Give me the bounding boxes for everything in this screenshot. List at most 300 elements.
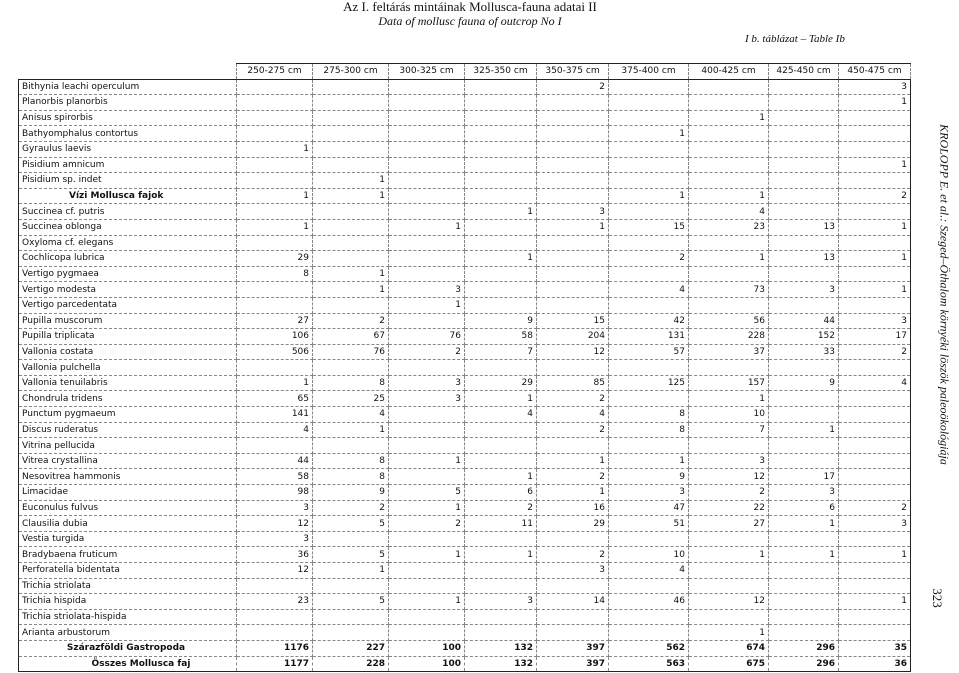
count-cell bbox=[237, 360, 313, 376]
count-cell: 23 bbox=[689, 219, 769, 235]
count-cell bbox=[237, 204, 313, 220]
count-cell: 3 bbox=[689, 453, 769, 469]
count-cell bbox=[465, 625, 537, 641]
count-cell bbox=[689, 235, 769, 251]
table-row bbox=[19, 640, 911, 656]
count-cell: 4 bbox=[689, 204, 769, 220]
count-cell: 1 bbox=[839, 251, 911, 267]
count-cell: 7 bbox=[465, 344, 537, 360]
count-cell: 1 bbox=[465, 251, 537, 267]
table-row bbox=[19, 79, 911, 95]
count-cell bbox=[237, 438, 313, 454]
count-cell: 131 bbox=[609, 329, 689, 345]
count-cell: 3 bbox=[609, 485, 689, 501]
table-row bbox=[19, 173, 911, 189]
table-row bbox=[19, 313, 911, 329]
running-head-text: KROLOPP E. et al.: Szeged–Öthalom környéki löszök paleoökológiája bbox=[937, 124, 952, 465]
species-name: Trichia striolata-hispida bbox=[19, 609, 237, 625]
count-cell: 1 bbox=[313, 422, 389, 438]
count-cell bbox=[769, 235, 839, 251]
count-cell bbox=[689, 95, 769, 111]
count-cell: 4 bbox=[609, 563, 689, 579]
count-cell: 3 bbox=[237, 531, 313, 547]
count-cell bbox=[389, 126, 465, 142]
count-cell bbox=[237, 157, 313, 173]
count-cell bbox=[237, 282, 313, 298]
count-cell: 36 bbox=[237, 547, 313, 563]
table-title-block bbox=[250, 0, 690, 29]
count-cell bbox=[769, 578, 839, 594]
count-cell: 3 bbox=[537, 563, 609, 579]
count-cell bbox=[313, 609, 389, 625]
count-cell bbox=[313, 438, 389, 454]
table-row bbox=[19, 235, 911, 251]
count-cell: 2 bbox=[537, 79, 609, 95]
table-row bbox=[19, 110, 911, 126]
count-cell bbox=[839, 469, 911, 485]
species-name: Vitrina pellucida bbox=[19, 438, 237, 454]
count-cell bbox=[839, 625, 911, 641]
count-cell bbox=[465, 297, 537, 313]
count-cell: 2 bbox=[389, 516, 465, 532]
count-cell: 13 bbox=[769, 219, 839, 235]
table-row bbox=[19, 282, 911, 298]
count-cell bbox=[389, 578, 465, 594]
count-cell: 1 bbox=[389, 547, 465, 563]
count-cell: 33 bbox=[769, 344, 839, 360]
count-cell bbox=[465, 235, 537, 251]
count-cell: 1 bbox=[537, 453, 609, 469]
count-cell: 23 bbox=[237, 594, 313, 610]
count-cell: 227 bbox=[313, 640, 389, 656]
count-cell: 25 bbox=[313, 391, 389, 407]
count-cell bbox=[609, 391, 689, 407]
count-cell: 1 bbox=[237, 141, 313, 157]
table-row bbox=[19, 297, 911, 313]
count-cell bbox=[237, 173, 313, 189]
species-name: Discus ruderatus bbox=[19, 422, 237, 438]
count-cell: 58 bbox=[465, 329, 537, 345]
count-cell bbox=[839, 141, 911, 157]
count-cell bbox=[537, 625, 609, 641]
species-name: Vallonia pulchella bbox=[19, 360, 237, 376]
column-header: 300-325 cm bbox=[389, 64, 465, 80]
count-cell: 8 bbox=[609, 422, 689, 438]
count-cell: 1 bbox=[839, 95, 911, 111]
count-cell bbox=[313, 79, 389, 95]
count-cell bbox=[313, 95, 389, 111]
species-name: Bradybaena fruticum bbox=[19, 547, 237, 563]
table-row bbox=[19, 485, 911, 501]
table-row bbox=[19, 516, 911, 532]
count-cell: 15 bbox=[609, 219, 689, 235]
table-row bbox=[19, 594, 911, 610]
count-cell: 2 bbox=[839, 188, 911, 204]
count-cell: 76 bbox=[313, 344, 389, 360]
count-cell: 8 bbox=[609, 407, 689, 423]
table-row bbox=[19, 578, 911, 594]
count-cell bbox=[389, 438, 465, 454]
count-cell bbox=[465, 141, 537, 157]
count-cell: 4 bbox=[313, 407, 389, 423]
table-row bbox=[19, 500, 911, 516]
count-cell: 6 bbox=[769, 500, 839, 516]
count-cell: 1 bbox=[313, 188, 389, 204]
count-cell bbox=[465, 282, 537, 298]
count-cell: 57 bbox=[609, 344, 689, 360]
count-cell: 1 bbox=[465, 204, 537, 220]
count-cell bbox=[839, 266, 911, 282]
count-cell: 2 bbox=[537, 469, 609, 485]
count-cell bbox=[389, 469, 465, 485]
count-cell: 1 bbox=[769, 516, 839, 532]
table-row bbox=[19, 188, 911, 204]
count-cell: 125 bbox=[609, 375, 689, 391]
count-cell bbox=[769, 531, 839, 547]
page-number-text: 323 bbox=[929, 588, 945, 608]
count-cell bbox=[609, 609, 689, 625]
count-cell: 85 bbox=[537, 375, 609, 391]
count-cell bbox=[689, 173, 769, 189]
count-cell: 1 bbox=[389, 453, 465, 469]
table-row bbox=[19, 438, 911, 454]
count-cell: 4 bbox=[839, 375, 911, 391]
count-cell: 1 bbox=[839, 547, 911, 563]
running-head bbox=[934, 62, 954, 532]
count-cell bbox=[465, 79, 537, 95]
count-cell bbox=[465, 578, 537, 594]
species-name: Vertigo modesta bbox=[19, 282, 237, 298]
count-cell bbox=[689, 609, 769, 625]
count-cell bbox=[537, 360, 609, 376]
count-cell: 3 bbox=[839, 313, 911, 329]
count-cell: 2 bbox=[689, 485, 769, 501]
table-row bbox=[19, 266, 911, 282]
count-cell bbox=[689, 297, 769, 313]
count-cell bbox=[465, 173, 537, 189]
count-cell bbox=[237, 297, 313, 313]
column-header: 400-425 cm bbox=[689, 64, 769, 80]
column-header: 250-275 cm bbox=[237, 64, 313, 80]
count-cell bbox=[689, 141, 769, 157]
table-title: Az I. feltárás mintáinak Mollusca-fauna adatai II bbox=[343, 0, 597, 14]
count-cell bbox=[313, 297, 389, 313]
count-cell bbox=[389, 79, 465, 95]
count-cell: 27 bbox=[237, 313, 313, 329]
species-name: Vertigo parcedentata bbox=[19, 297, 237, 313]
count-cell bbox=[769, 297, 839, 313]
count-cell bbox=[389, 609, 465, 625]
count-cell: 35 bbox=[839, 640, 911, 656]
count-cell bbox=[769, 266, 839, 282]
count-cell bbox=[839, 407, 911, 423]
count-cell bbox=[465, 126, 537, 142]
count-cell: 1 bbox=[465, 547, 537, 563]
count-cell bbox=[839, 422, 911, 438]
table-row bbox=[19, 204, 911, 220]
count-cell: 397 bbox=[537, 640, 609, 656]
count-cell: 1 bbox=[839, 157, 911, 173]
count-cell: 7 bbox=[689, 422, 769, 438]
species-name: Oxyloma cf. elegans bbox=[19, 235, 237, 251]
species-name: Vestia turgida bbox=[19, 531, 237, 547]
count-cell bbox=[537, 282, 609, 298]
count-cell bbox=[839, 578, 911, 594]
count-cell: 1 bbox=[689, 391, 769, 407]
count-cell: 141 bbox=[237, 407, 313, 423]
count-cell: 4 bbox=[537, 407, 609, 423]
count-cell bbox=[609, 266, 689, 282]
count-cell: 1 bbox=[689, 251, 769, 267]
table-row bbox=[19, 563, 911, 579]
count-cell bbox=[609, 625, 689, 641]
count-cell: 1 bbox=[537, 219, 609, 235]
count-cell: 228 bbox=[689, 329, 769, 345]
count-cell bbox=[839, 360, 911, 376]
count-cell bbox=[839, 297, 911, 313]
count-cell bbox=[769, 204, 839, 220]
count-cell bbox=[769, 625, 839, 641]
count-cell: 5 bbox=[313, 594, 389, 610]
species-name: Pisidium amnicum bbox=[19, 157, 237, 173]
count-cell bbox=[689, 438, 769, 454]
count-cell bbox=[313, 110, 389, 126]
count-cell bbox=[839, 204, 911, 220]
count-cell bbox=[389, 157, 465, 173]
table-row bbox=[19, 625, 911, 641]
count-cell bbox=[389, 360, 465, 376]
count-cell: 1 bbox=[609, 126, 689, 142]
count-cell bbox=[769, 95, 839, 111]
count-cell: 3 bbox=[389, 391, 465, 407]
species-name: Planorbis planorbis bbox=[19, 95, 237, 111]
count-cell: 13 bbox=[769, 251, 839, 267]
table-row bbox=[19, 95, 911, 111]
count-cell: 29 bbox=[537, 516, 609, 532]
count-cell: 14 bbox=[537, 594, 609, 610]
count-cell bbox=[465, 563, 537, 579]
count-cell: 12 bbox=[537, 344, 609, 360]
count-cell bbox=[769, 157, 839, 173]
count-cell bbox=[313, 126, 389, 142]
count-cell bbox=[609, 110, 689, 126]
count-cell: 47 bbox=[609, 500, 689, 516]
count-cell bbox=[689, 578, 769, 594]
count-cell: 296 bbox=[769, 640, 839, 656]
count-cell: 397 bbox=[537, 656, 609, 672]
count-cell: 1 bbox=[769, 422, 839, 438]
count-cell: 27 bbox=[689, 516, 769, 532]
count-cell bbox=[313, 625, 389, 641]
count-cell bbox=[313, 235, 389, 251]
count-cell: 1176 bbox=[237, 640, 313, 656]
count-cell: 1 bbox=[609, 188, 689, 204]
count-cell: 8 bbox=[313, 469, 389, 485]
count-cell: 4 bbox=[237, 422, 313, 438]
column-header: 425-450 cm bbox=[769, 64, 839, 80]
count-cell bbox=[769, 438, 839, 454]
count-cell bbox=[609, 173, 689, 189]
count-cell bbox=[465, 453, 537, 469]
count-cell: 1 bbox=[389, 594, 465, 610]
count-cell: 3 bbox=[237, 500, 313, 516]
count-cell: 5 bbox=[389, 485, 465, 501]
table-subtitle: Data of mollusc fauna of outcrop No I bbox=[378, 14, 562, 28]
count-cell: 5 bbox=[313, 547, 389, 563]
count-cell bbox=[389, 563, 465, 579]
count-cell: 8 bbox=[313, 453, 389, 469]
count-cell: 100 bbox=[389, 656, 465, 672]
species-name: Trichia striolata bbox=[19, 578, 237, 594]
count-cell: 1 bbox=[313, 266, 389, 282]
species-name: Perforatella bidentata bbox=[19, 563, 237, 579]
count-cell: 1 bbox=[313, 563, 389, 579]
count-cell bbox=[389, 407, 465, 423]
count-cell: 4 bbox=[465, 407, 537, 423]
species-name: Punctum pygmaeum bbox=[19, 407, 237, 423]
count-cell bbox=[609, 157, 689, 173]
count-cell: 5 bbox=[313, 516, 389, 532]
column-header: 375-400 cm bbox=[609, 64, 689, 80]
count-cell bbox=[537, 141, 609, 157]
count-cell bbox=[237, 625, 313, 641]
count-cell: 3 bbox=[465, 594, 537, 610]
species-name: Arianta arbustorum bbox=[19, 625, 237, 641]
count-cell: 1 bbox=[313, 173, 389, 189]
count-cell: 1 bbox=[389, 219, 465, 235]
count-cell bbox=[237, 95, 313, 111]
species-name: Bithynia leachi operculum bbox=[19, 79, 237, 95]
count-cell: 44 bbox=[769, 313, 839, 329]
count-cell: 132 bbox=[465, 640, 537, 656]
count-cell bbox=[609, 438, 689, 454]
count-cell bbox=[609, 578, 689, 594]
count-cell bbox=[537, 438, 609, 454]
count-cell: 3 bbox=[769, 485, 839, 501]
count-cell bbox=[769, 563, 839, 579]
table-reference: I b. táblázat – Table Ib bbox=[745, 33, 845, 45]
count-cell: 11 bbox=[465, 516, 537, 532]
count-cell: 3 bbox=[839, 516, 911, 532]
count-cell: 1 bbox=[465, 469, 537, 485]
species-name: Nesovitrea hammonis bbox=[19, 469, 237, 485]
count-cell: 9 bbox=[313, 485, 389, 501]
count-cell bbox=[839, 438, 911, 454]
count-cell bbox=[839, 235, 911, 251]
count-cell: 2 bbox=[537, 547, 609, 563]
count-cell bbox=[769, 407, 839, 423]
count-cell bbox=[389, 110, 465, 126]
count-cell bbox=[389, 422, 465, 438]
table-row bbox=[19, 360, 911, 376]
count-cell bbox=[839, 531, 911, 547]
table-row bbox=[19, 126, 911, 142]
count-cell bbox=[839, 173, 911, 189]
count-cell bbox=[237, 126, 313, 142]
table-row bbox=[19, 407, 911, 423]
species-name: Euconulus fulvus bbox=[19, 500, 237, 516]
count-cell bbox=[839, 485, 911, 501]
column-header-row bbox=[19, 64, 911, 80]
count-cell: 12 bbox=[689, 594, 769, 610]
count-cell: 98 bbox=[237, 485, 313, 501]
count-cell: 44 bbox=[237, 453, 313, 469]
count-cell: 204 bbox=[537, 329, 609, 345]
count-cell bbox=[609, 95, 689, 111]
count-cell bbox=[389, 95, 465, 111]
table-row bbox=[19, 547, 911, 563]
count-cell: 65 bbox=[237, 391, 313, 407]
table-row bbox=[19, 609, 911, 625]
count-cell bbox=[237, 79, 313, 95]
count-cell: 56 bbox=[689, 313, 769, 329]
count-cell: 29 bbox=[465, 375, 537, 391]
count-cell: 9 bbox=[769, 375, 839, 391]
count-cell bbox=[537, 266, 609, 282]
count-cell: 76 bbox=[389, 329, 465, 345]
count-cell bbox=[313, 204, 389, 220]
count-cell: 1 bbox=[237, 188, 313, 204]
column-header: 350-375 cm bbox=[537, 64, 609, 80]
count-cell bbox=[465, 422, 537, 438]
count-cell: 15 bbox=[537, 313, 609, 329]
count-cell: 1 bbox=[609, 453, 689, 469]
count-cell: 506 bbox=[237, 344, 313, 360]
count-cell bbox=[839, 453, 911, 469]
count-cell: 3 bbox=[389, 375, 465, 391]
count-cell bbox=[839, 110, 911, 126]
species-name: Limacidae bbox=[19, 485, 237, 501]
count-cell bbox=[609, 141, 689, 157]
count-cell bbox=[769, 609, 839, 625]
count-cell: 106 bbox=[237, 329, 313, 345]
species-name: Bathyomphalus contortus bbox=[19, 126, 237, 142]
count-cell bbox=[689, 531, 769, 547]
count-cell: 12 bbox=[237, 563, 313, 579]
count-cell: 1 bbox=[689, 625, 769, 641]
count-cell: 67 bbox=[313, 329, 389, 345]
count-cell bbox=[537, 110, 609, 126]
count-cell: 2 bbox=[537, 422, 609, 438]
count-cell: 1177 bbox=[237, 656, 313, 672]
species-name: Anisus spirorbis bbox=[19, 110, 237, 126]
count-cell: 10 bbox=[689, 407, 769, 423]
count-cell bbox=[537, 609, 609, 625]
count-cell bbox=[389, 141, 465, 157]
count-cell bbox=[537, 251, 609, 267]
count-cell: 132 bbox=[465, 656, 537, 672]
column-header: 275-300 cm bbox=[313, 64, 389, 80]
table-row bbox=[19, 469, 911, 485]
species-name: Vízi Mollusca fajok bbox=[19, 188, 237, 204]
count-cell: 157 bbox=[689, 375, 769, 391]
table-row bbox=[19, 219, 911, 235]
table-row bbox=[19, 422, 911, 438]
count-cell bbox=[537, 578, 609, 594]
table-row bbox=[19, 329, 911, 345]
count-cell bbox=[313, 251, 389, 267]
count-cell bbox=[769, 126, 839, 142]
count-cell bbox=[313, 531, 389, 547]
count-cell bbox=[689, 79, 769, 95]
species-name: Pisidium sp. indet bbox=[19, 173, 237, 189]
count-cell: 36 bbox=[839, 656, 911, 672]
count-cell bbox=[609, 531, 689, 547]
count-cell: 8 bbox=[313, 375, 389, 391]
species-name: Clausilia dubia bbox=[19, 516, 237, 532]
count-cell: 6 bbox=[465, 485, 537, 501]
count-cell bbox=[537, 297, 609, 313]
